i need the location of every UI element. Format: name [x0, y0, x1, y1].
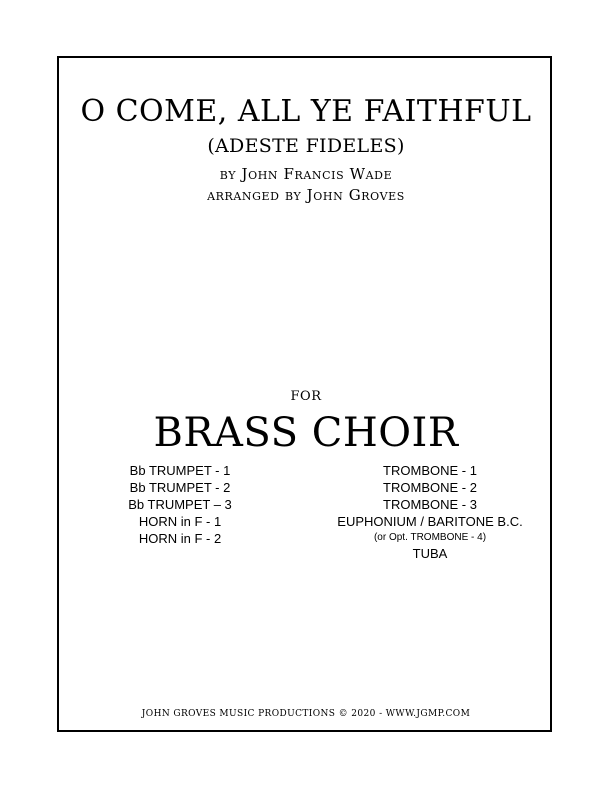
instrument-item: Bb TRUMPET - 2 — [129, 480, 231, 495]
arranger-credit: arranged by John Groves — [207, 186, 405, 204]
ensemble-name: BRASS CHOIR — [153, 410, 459, 456]
instrument-item: HORN in F - 2 — [138, 531, 222, 546]
instrument-note: (or Opt. TROMBONE - 4) — [373, 532, 487, 543]
instrument-item: TROMBONE - 2 — [383, 480, 477, 495]
for-label: FOR — [290, 389, 322, 404]
instrument-item: TROMBONE - 3 — [383, 497, 477, 512]
instrument-list-right — [310, 462, 550, 562]
piece-subtitle: (ADESTE FIDELES) — [207, 135, 405, 157]
composer-credit: by John Francis Wade — [219, 165, 393, 183]
instrument-item: TUBA — [412, 546, 448, 561]
footer-copyright: JOHN GROVES MUSIC PRODUCTIONS © 2020 - WWW.JGMP.COM — [141, 709, 471, 719]
instrument-item: EUPHONIUM / BARITONE B.C. — [337, 514, 523, 529]
instrument-item: Bb TRUMPET - 1 — [129, 463, 231, 478]
instrument-item: HORN in F - 1 — [138, 514, 222, 529]
instrument-list-left — [105, 462, 255, 547]
piece-title: O COME, ALL YE FAITHFUL — [80, 94, 532, 129]
instrument-item: Bb TRUMPET – 3 — [128, 497, 232, 512]
instrument-item: TROMBONE - 1 — [383, 463, 477, 478]
